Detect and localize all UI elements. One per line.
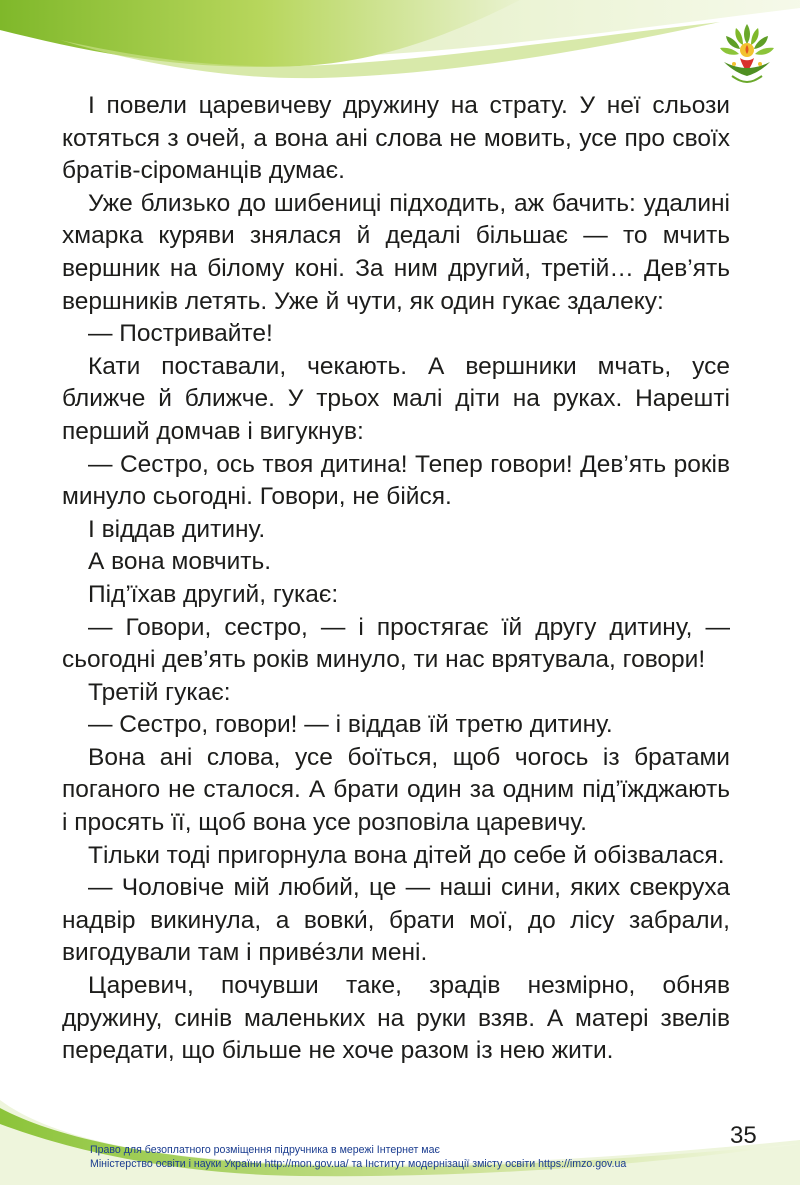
footer-line: Право для безоплатного розміщення підручника в мережі Інтернет має bbox=[90, 1144, 440, 1156]
paragraph: Уже близько до шибениці підходить, аж бачить: удалині хмарка куряви знялася й дедалі більшає — то мчить вершник на білому коні. За ним другий, третій… Дев’ять вершників летять. Уже й чути, як один гукає здалеку: bbox=[62, 189, 730, 315]
footer-line: Міністерство освіти і науки України http://mon.gov.ua/ та Інститут модернізації змісту освіти https://imzo.gov.ua bbox=[90, 1158, 627, 1170]
paragraph: І повели царевичеву дружину на страту. У неї сльози котяться з очей, а вона ані слова не мовить, усе про своїх братів-сіроманців думає. bbox=[62, 92, 730, 185]
paragraph: Кати поставали, чекають. А вершники мчать, усе ближче й ближче. У трьох малі діти на руках. Нарешті перший домчав і вигукнув: bbox=[62, 352, 730, 445]
paragraph: Царевич, почувши таке, зрадів незмірно, обняв дружину, синів маленьких на руки взяв. А матері звелів передати, що більше не хоче разом із нею жити. bbox=[62, 972, 730, 1065]
paragraph: Вона ані слова, усе боїться, щоб чогось із братами поганого не сталося. А брати один за одним під’їжджають і просять її, щоб вона усе розповіла царевичу. bbox=[62, 743, 730, 837]
paragraph: І віддав дитину. bbox=[88, 515, 266, 543]
story-text bbox=[62, 90, 730, 1068]
paragraph: А вона мовчить. bbox=[88, 548, 272, 576]
paragraph: — Сестро, ось твоя дитина! Тепер говори! Дев’ять років минуло сьогодні. Говори, не бійся. bbox=[62, 450, 730, 511]
paragraph: Тільки тоді пригорнула вона дітей до себе й обізвалася. bbox=[88, 841, 725, 869]
book-series-emblem-icon bbox=[712, 18, 782, 88]
paragraph: — Постривайте! bbox=[88, 320, 273, 348]
paragraph: — Чоловіче мій любий, це — наші сини, яких свекруха надвір викинула, а вовки́, брати мої, до лісу забрали, вигодували там і приве́зли мені. bbox=[62, 874, 730, 967]
page-number: 35 bbox=[730, 1122, 757, 1149]
copyright-footer bbox=[90, 1143, 626, 1171]
paragraph: Третій гукає: bbox=[88, 678, 231, 706]
paragraph: — Сестро, говори! — і віддав їй третю дитину. bbox=[88, 711, 613, 739]
paragraph: — Говори, сестро, — і простягає їй другу дитину, — сьогодні дев’ять років минуло, ти нас врятувала, говори! bbox=[62, 613, 730, 674]
paragraph: Під’їхав другий, гукає: bbox=[88, 580, 339, 608]
